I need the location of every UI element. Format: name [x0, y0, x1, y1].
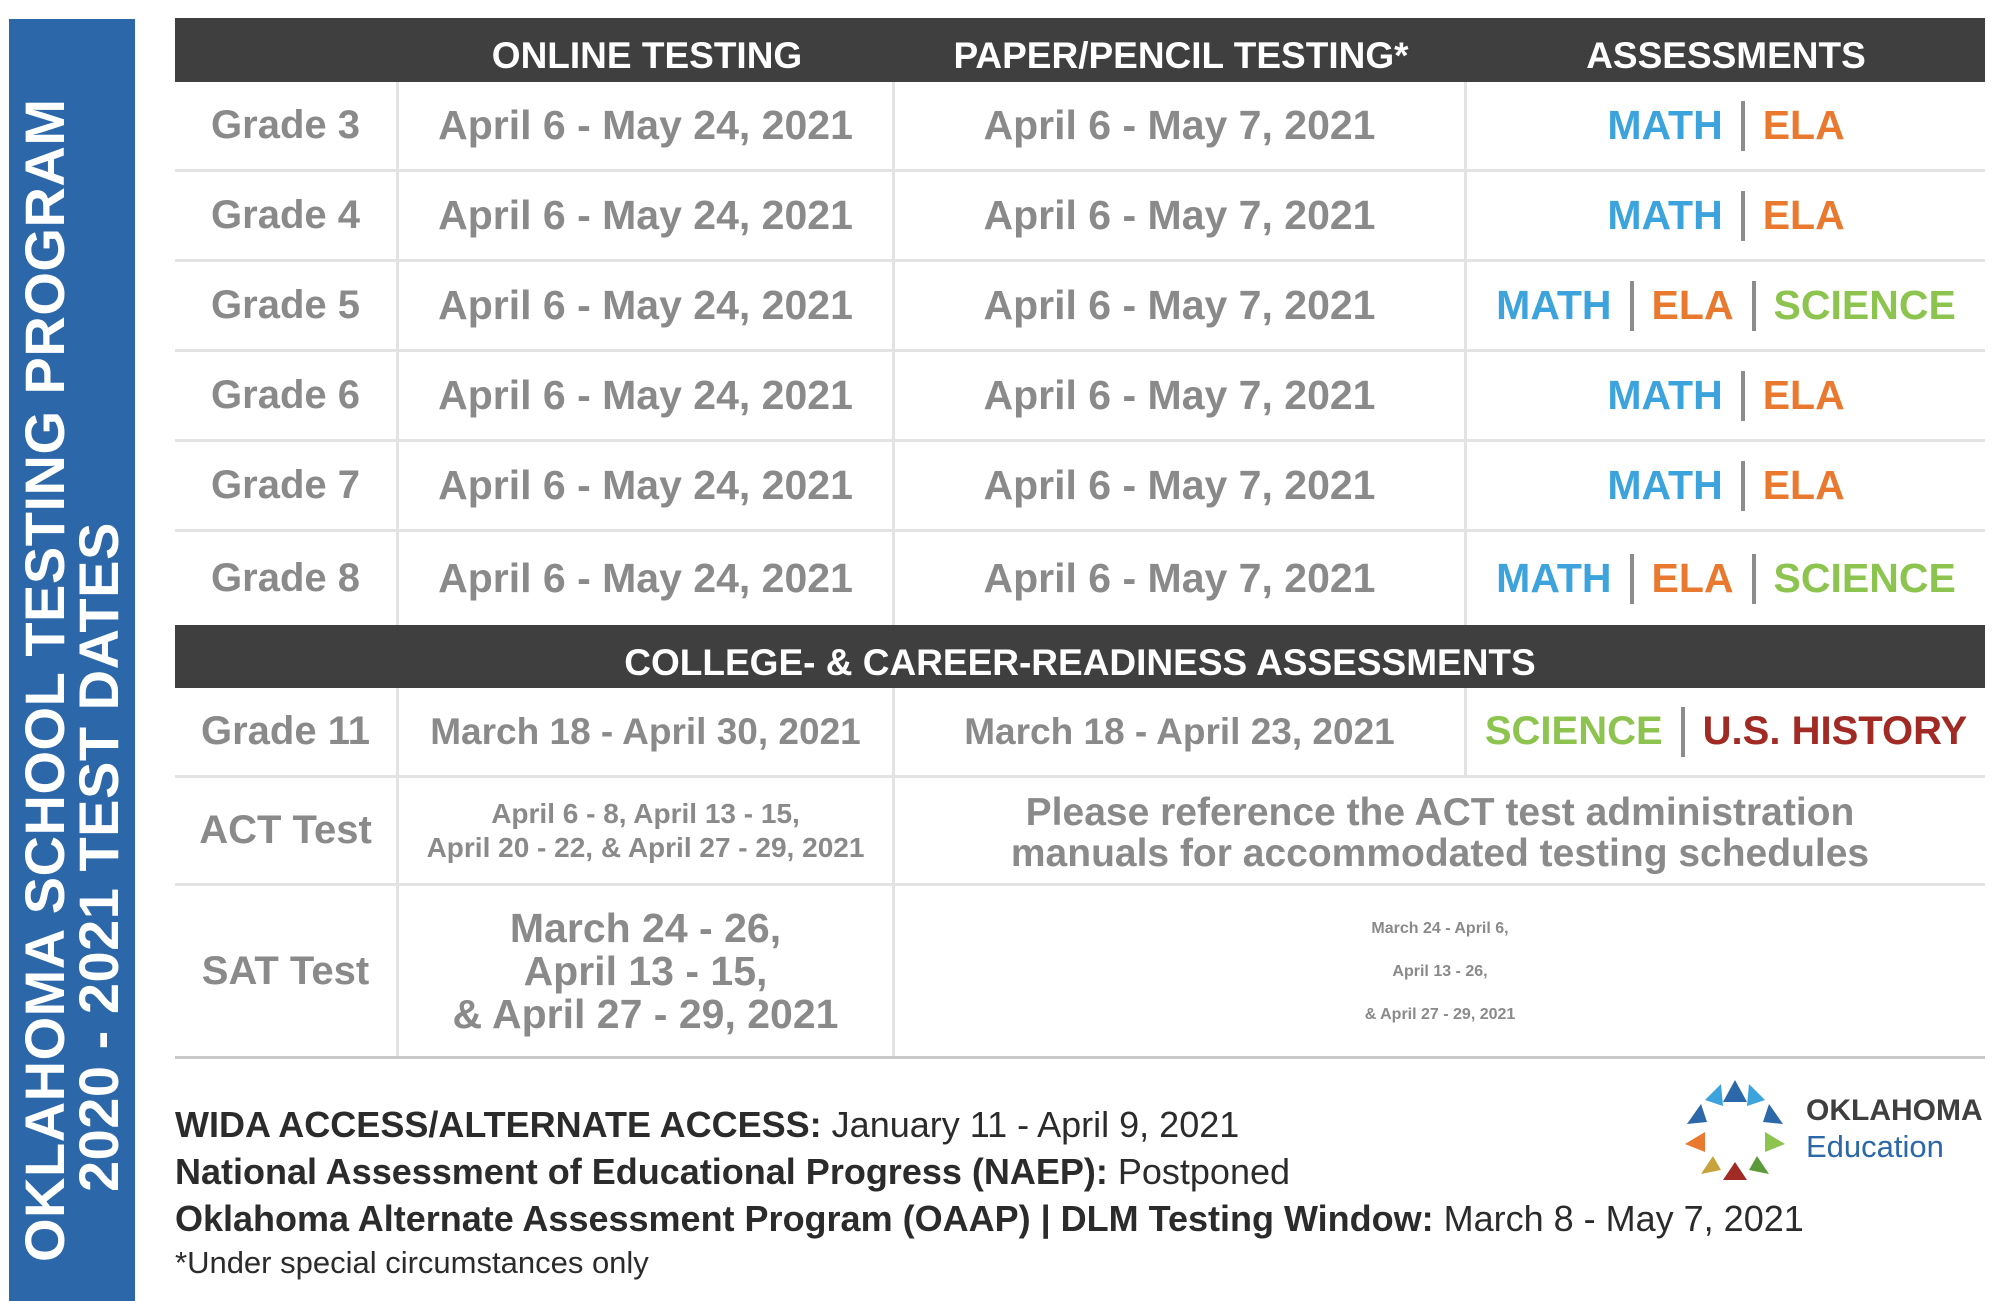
star-logo-icon	[1685, 1080, 1785, 1180]
paper-dates: April 6 - May 7, 2021	[895, 442, 1467, 529]
sat-online-line-2: April 13 - 15,	[523, 947, 768, 994]
sat-paper-dates	[895, 886, 1985, 1056]
banner-line-1: OKLAHOMA SCHOOL TESTING PROGRAM	[13, 98, 76, 1262]
assessments-cell	[1467, 262, 1985, 349]
grade-row	[175, 352, 1985, 442]
table-header	[175, 18, 1985, 82]
grade-label: Grade 4	[175, 172, 399, 259]
separator	[1752, 554, 1756, 604]
ccr-title: COLLEGE- & CAREER-READINESS ASSESSMENTS	[624, 642, 1536, 683]
banner-text	[9, 30, 135, 1290]
online-dates: April 6 - May 24, 2021	[399, 352, 895, 439]
subject-us-history: U.S. HISTORY	[1702, 709, 1968, 753]
wida-value: January 11 - April 9, 2021	[821, 1104, 1240, 1145]
online-dates: April 6 - May 24, 2021	[399, 82, 895, 169]
separator	[1741, 191, 1745, 241]
sat-paper-line-3: & April 27 - 29, 2021	[1364, 1005, 1516, 1023]
grade-label: Grade 8	[175, 532, 399, 625]
paper-dates: March 18 - April 23, 2021	[895, 688, 1467, 775]
online-dates: April 6 - May 24, 2021	[399, 172, 895, 259]
paper-dates: April 6 - May 7, 2021	[895, 532, 1467, 625]
subject-math: MATH	[1607, 102, 1723, 148]
grade-row	[175, 532, 1985, 625]
separator	[1741, 101, 1745, 151]
grade-row	[175, 172, 1985, 262]
grade-row	[175, 262, 1985, 352]
assessments-cell	[1467, 442, 1985, 529]
act-online-dates	[399, 778, 895, 883]
assessments-cell	[1467, 688, 1985, 775]
grade-label: Grade 11	[175, 688, 399, 775]
naep-label: National Assessment of Educational Progress (NAEP):	[175, 1151, 1108, 1192]
act-note-line-2: manuals for accommodated testing schedules	[1010, 831, 1870, 875]
grade-label: Grade 5	[175, 262, 399, 349]
sat-label: SAT Test	[175, 886, 399, 1056]
grade-row	[175, 442, 1985, 532]
header-assessments: ASSESSMENTS	[1586, 35, 1866, 76]
subject-science: SCIENCE	[1773, 282, 1956, 328]
subject-ela: ELA	[1651, 555, 1734, 601]
logo-line-2: Education	[1806, 1129, 1944, 1164]
act-online-line-1: April 6 - 8, April 13 - 15,	[491, 797, 800, 829]
subject-math: MATH	[1496, 555, 1612, 601]
subject-math: MATH	[1607, 192, 1723, 238]
logo-line-1: OKLAHOMA	[1806, 1094, 1983, 1127]
subject-science: SCIENCE	[1773, 555, 1956, 601]
separator	[1741, 371, 1745, 421]
oaap-line	[175, 1198, 1804, 1240]
subject-ela: ELA	[1651, 282, 1734, 328]
act-note	[895, 778, 1985, 883]
paper-dates: April 6 - May 7, 2021	[895, 82, 1467, 169]
separator	[1752, 281, 1756, 331]
side-banner	[9, 19, 135, 1301]
ccr-header	[175, 625, 1985, 688]
sat-online-dates	[399, 886, 895, 1056]
subject-ela: ELA	[1762, 102, 1845, 148]
subject-ela: ELA	[1762, 462, 1845, 508]
assessments-cell	[1467, 172, 1985, 259]
assessments-cell	[1467, 352, 1985, 439]
footnote: *Under special circumstances only	[175, 1245, 649, 1280]
header-paper: PAPER/PENCIL TESTING*	[953, 35, 1409, 76]
grade-11-row	[175, 688, 1985, 778]
act-row	[175, 778, 1985, 886]
sat-online-line-3: & April 27 - 29, 2021	[452, 990, 839, 1037]
oaap-value: March 8 - May 7, 2021	[1433, 1198, 1804, 1239]
paper-dates: April 6 - May 7, 2021	[895, 352, 1467, 439]
separator	[1681, 707, 1685, 757]
subject-math: MATH	[1607, 462, 1723, 508]
grade-label: Grade 6	[175, 352, 399, 439]
subject-math: MATH	[1496, 282, 1612, 328]
separator	[1630, 281, 1634, 331]
separator	[1630, 554, 1634, 604]
grade-label: Grade 7	[175, 442, 399, 529]
header-online: ONLINE TESTING	[491, 35, 803, 76]
online-dates: April 6 - May 24, 2021	[399, 532, 895, 625]
footer-divider	[175, 1056, 1985, 1059]
act-label: ACT Test	[175, 778, 399, 883]
oaap-label: Oklahoma Alternate Assessment Program (OAAP) | DLM Testing Window:	[175, 1198, 1434, 1239]
naep-line	[175, 1151, 1290, 1193]
paper-dates: April 6 - May 7, 2021	[895, 262, 1467, 349]
assessments-cell	[1467, 532, 1985, 625]
logo-text	[1806, 1093, 1983, 1165]
assessments-cell	[1467, 82, 1985, 169]
act-note-line-1: Please reference the ACT test administration	[1025, 790, 1855, 834]
sat-paper-line-1: March 24 - April 6,	[1371, 919, 1509, 937]
wida-label: WIDA ACCESS/ALTERNATE ACCESS:	[175, 1104, 822, 1145]
grade-label: Grade 3	[175, 82, 399, 169]
online-dates: April 6 - May 24, 2021	[399, 262, 895, 349]
sat-row	[175, 886, 1985, 1056]
online-dates: March 18 - April 30, 2021	[399, 688, 895, 775]
wida-line	[175, 1104, 1239, 1146]
paper-dates: April 6 - May 7, 2021	[895, 172, 1467, 259]
sat-paper-line-2: April 13 - 26,	[1392, 962, 1488, 980]
subject-ela: ELA	[1762, 372, 1845, 418]
banner-line-2: 2020 - 2021 TEST DATES	[67, 522, 130, 1192]
naep-value: Postponed	[1107, 1151, 1291, 1192]
online-dates: April 6 - May 24, 2021	[399, 442, 895, 529]
sat-online-line-1: March 24 - 26,	[509, 904, 782, 951]
act-online-line-2: April 20 - 22, & April 27 - 29, 2021	[426, 831, 865, 863]
grade-row	[175, 82, 1985, 172]
subject-ela: ELA	[1762, 192, 1845, 238]
subject-science: SCIENCE	[1484, 709, 1663, 753]
separator	[1741, 461, 1745, 511]
subject-math: MATH	[1607, 372, 1723, 418]
